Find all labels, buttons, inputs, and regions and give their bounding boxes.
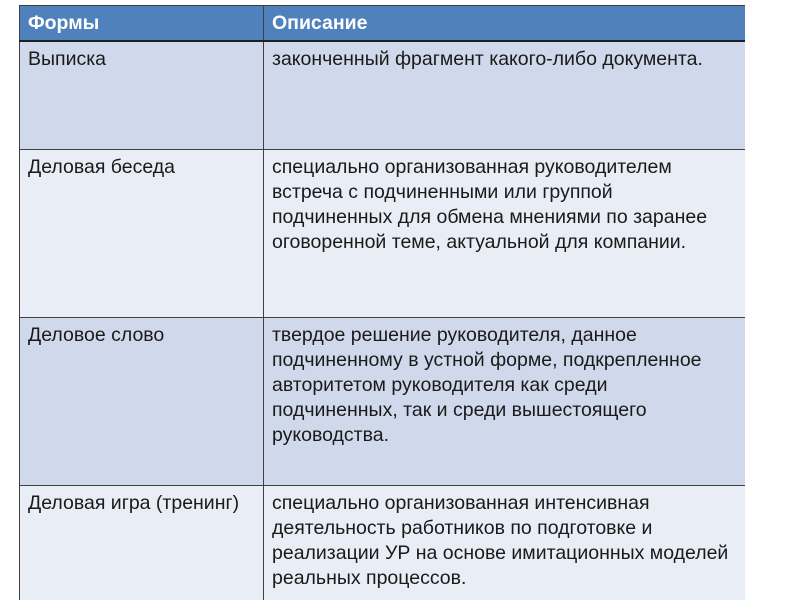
description-cell: специально организованная руководителем встреча с подчиненными или группой подчиненных для обмена мнениями по заранее оговоренной теме, актуальной для компании. bbox=[264, 150, 746, 318]
form-cell: Деловое слово bbox=[20, 318, 264, 486]
header-description: Описание bbox=[264, 6, 746, 42]
table-row bbox=[20, 486, 746, 600]
description-cell: специально организованная интенсивная деятельность работников по подготовке и реализации УР на основе имитационных моделей реальных процессов. bbox=[264, 486, 746, 600]
table-header-row bbox=[20, 6, 746, 42]
header-forms: Формы bbox=[20, 6, 264, 42]
table-row bbox=[20, 41, 746, 150]
forms-table-container bbox=[19, 5, 745, 600]
form-cell: Деловая беседа bbox=[20, 150, 264, 318]
description-cell: законченный фрагмент какого-либо документа. bbox=[264, 41, 746, 150]
forms-table bbox=[19, 5, 745, 600]
table-row bbox=[20, 150, 746, 318]
form-cell: Деловая игра (тренинг) bbox=[20, 486, 264, 600]
description-cell: твердое решение руководителя, данное подчиненному в устной форме, подкрепленное авторитетом руководителя как среди подчиненных, так и среди вышестоящего руководства. bbox=[264, 318, 746, 486]
table-row bbox=[20, 318, 746, 486]
form-cell: Выписка bbox=[20, 41, 264, 150]
